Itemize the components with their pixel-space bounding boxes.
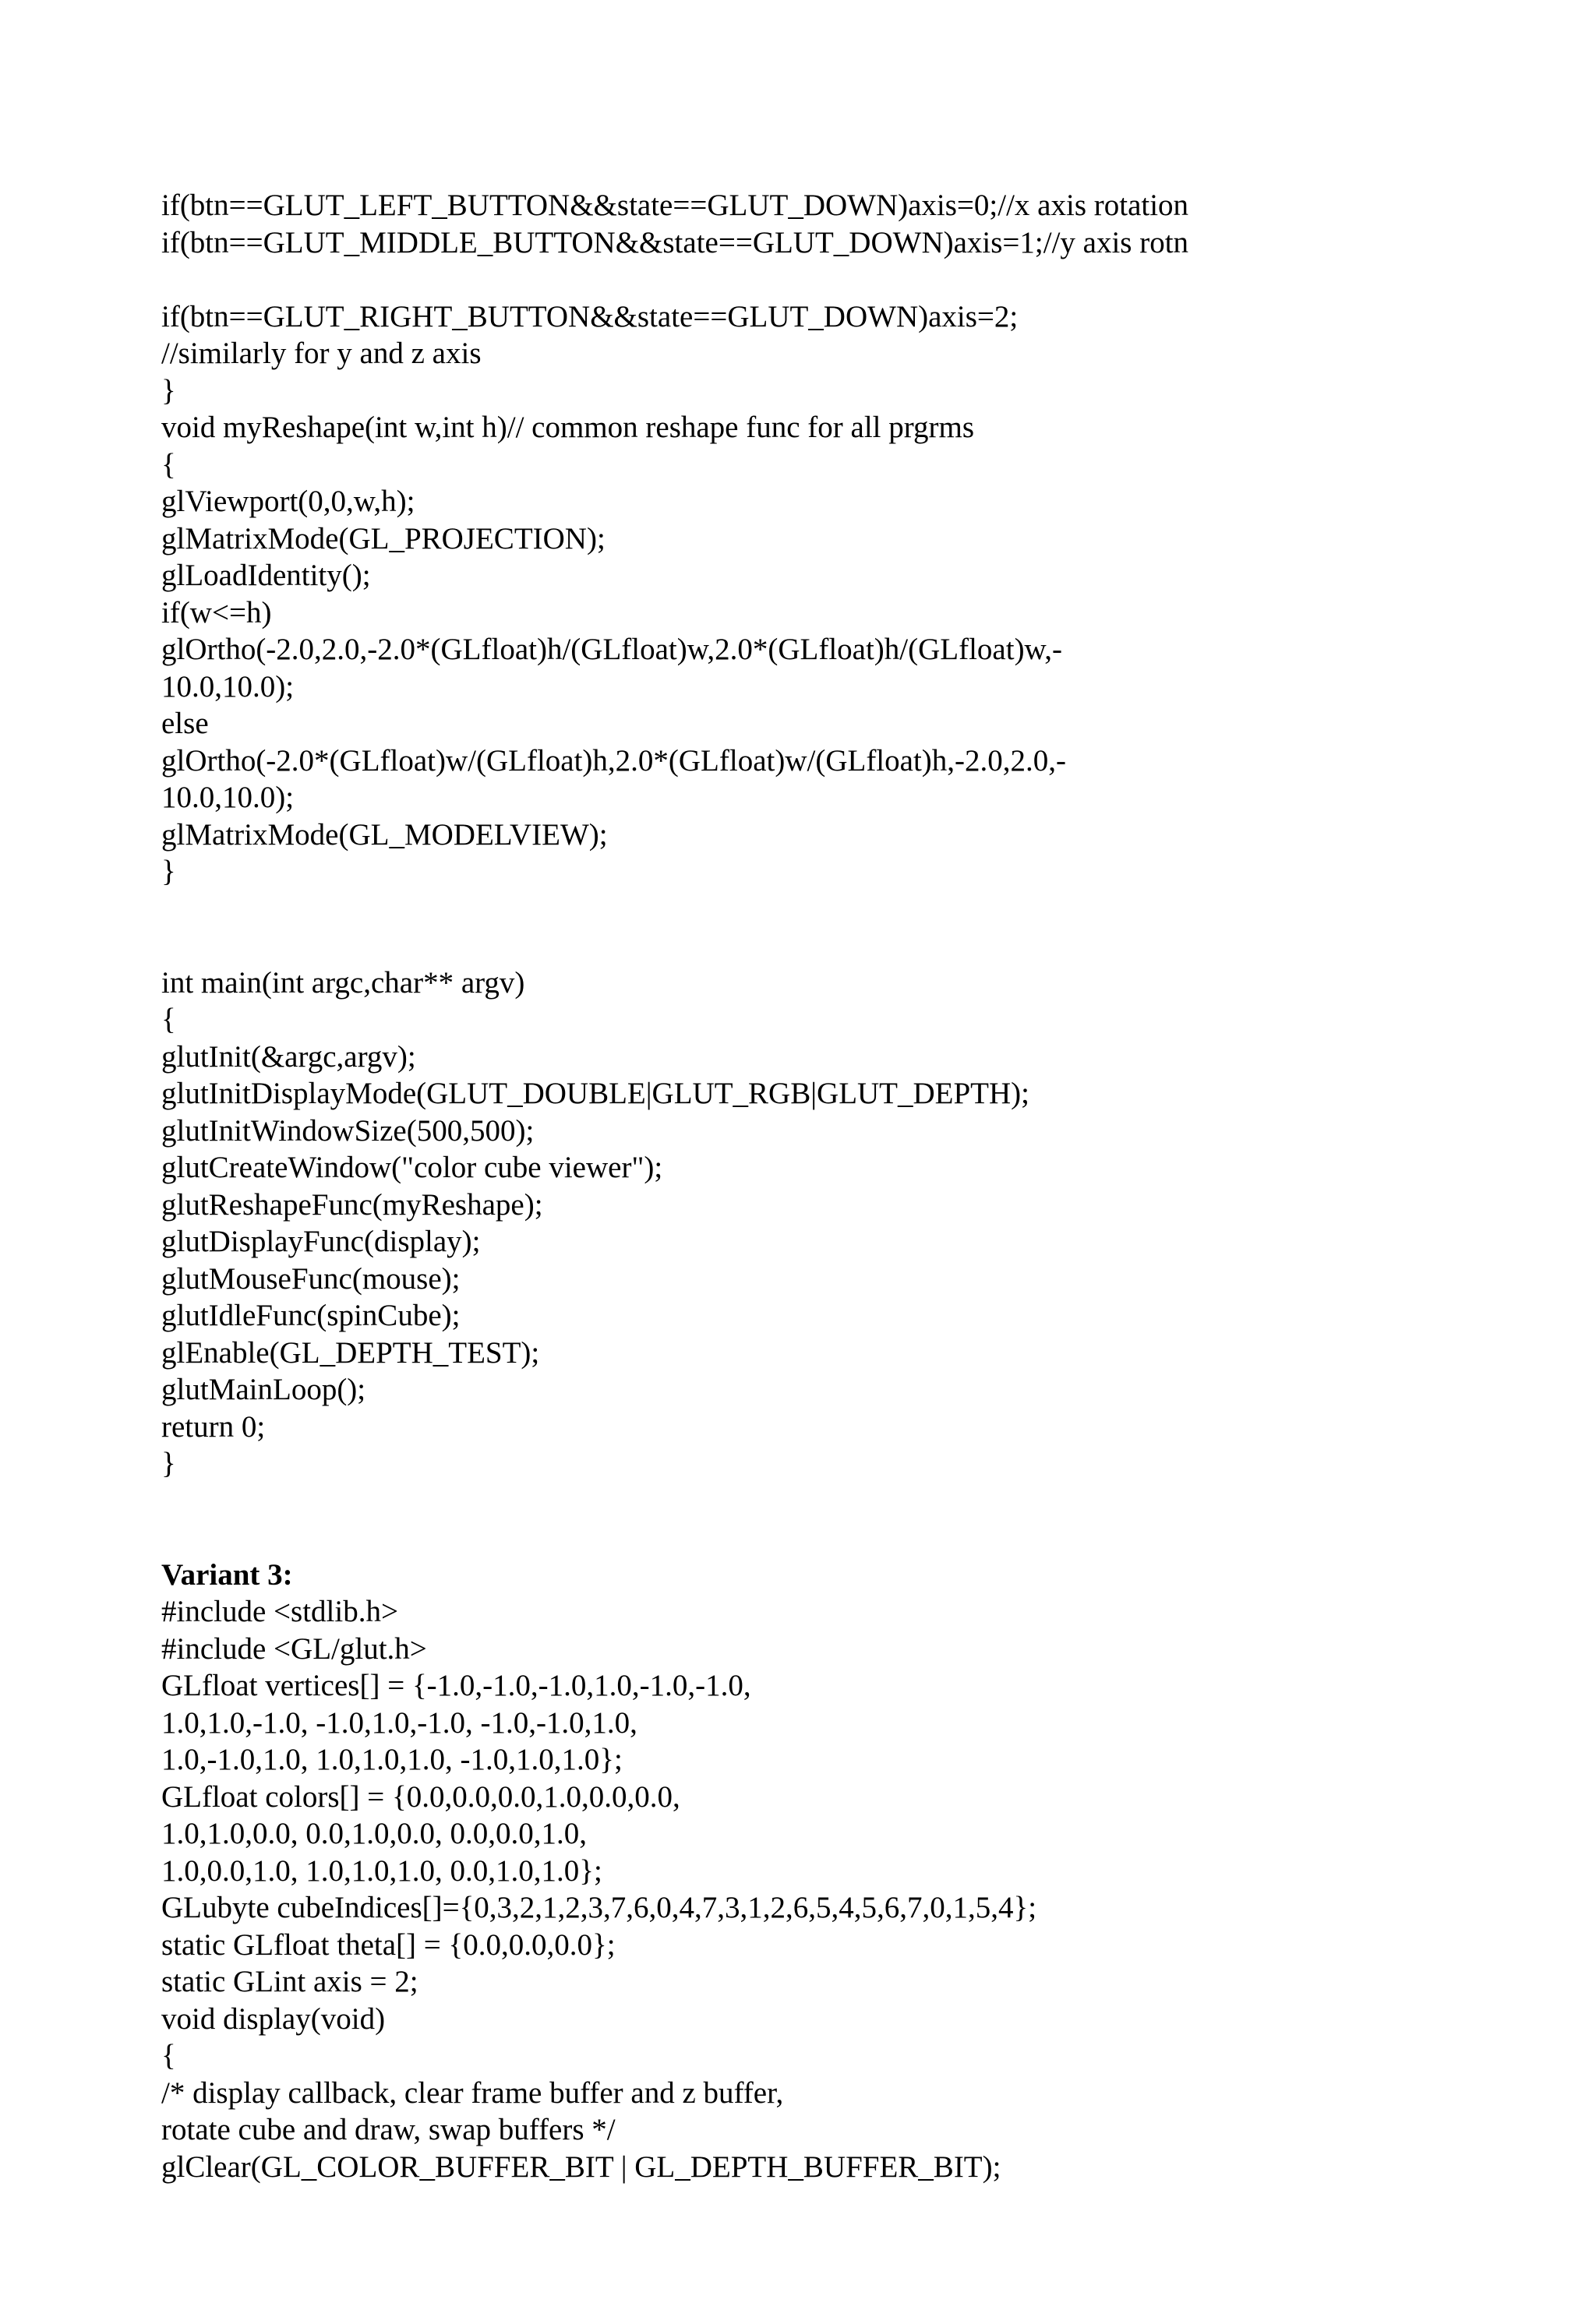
code-line: rotate cube and draw, swap buffers */ xyxy=(161,2113,616,2146)
code-line: static GLfloat theta[] = {0.0,0.0,0.0}; xyxy=(161,1927,616,1962)
code-line: void display(void) xyxy=(161,2001,386,2036)
code-line: int main(int argc,char** argv) xyxy=(161,965,525,1000)
code-line: return 0; xyxy=(161,1409,266,1444)
code-line: void myReshape(int w,int h)// common reshape func for all prgrms xyxy=(161,411,975,444)
code-line: { xyxy=(161,1003,176,1036)
blank-line xyxy=(161,890,1486,928)
code-line: /* display callback, clear frame buffer and z buffer, xyxy=(161,2075,784,2110)
code-line: glLoadIdentity(); xyxy=(161,559,371,592)
code-line: glClear(GL_COLOR_BUFFER_BIT | GL_DEPTH_BUFFER_BIT); xyxy=(161,2149,1001,2184)
code-line: glutMouseFunc(mouse); xyxy=(161,1261,461,1296)
code-line: glutDisplayFunc(display); xyxy=(161,1225,481,1258)
code-line: static GLint axis = 2; xyxy=(161,1965,418,1998)
section-heading: Variant 3: xyxy=(161,1557,293,1592)
code-line: glViewport(0,0,w,h); xyxy=(161,485,415,518)
code-line: GLfloat colors[] = {0.0,0.0,0.0,1.0,0.0,0.0, xyxy=(161,1779,680,1814)
blank-line xyxy=(161,927,1486,965)
code-listing xyxy=(161,187,1486,2185)
code-line: { xyxy=(161,2039,176,2072)
code-line: { xyxy=(161,447,176,481)
code-line: if(btn==GLUT_MIDDLE_BUTTON&&state==GLUT_DOWN)axis=1;//y axis rotn xyxy=(161,225,1189,259)
code-line: glutIdleFunc(spinCube); xyxy=(161,1299,461,1332)
code-line: glutReshapeFunc(myReshape); xyxy=(161,1187,543,1222)
blank-line xyxy=(161,261,1486,298)
code-line: glutInit(&argc,argv); xyxy=(161,1039,416,1074)
code-line: #include <GL/glut.h> xyxy=(161,1631,427,1666)
code-line: if(w<=h) xyxy=(161,595,272,629)
code-line: } xyxy=(161,855,176,888)
code-line: glMatrixMode(GL_MODELVIEW); xyxy=(161,817,608,852)
code-line: glOrtho(-2.0,2.0,-2.0*(GLfloat)h/(GLfloat)w,2.0*(GLfloat)h/(GLfloat)w,- xyxy=(161,633,1062,666)
code-line: 1.0,1.0,-1.0, -1.0,1.0,-1.0, -1.0,-1.0,1.0, xyxy=(161,1705,637,1740)
code-line: if(btn==GLUT_RIGHT_BUTTON&&state==GLUT_DOWN)axis=2; xyxy=(161,299,1019,333)
code-line: glEnable(GL_DEPTH_TEST); xyxy=(161,1335,540,1370)
code-line: 10.0,10.0); xyxy=(161,781,295,814)
code-line: } xyxy=(161,1447,176,1480)
code-line: 1.0,1.0,0.0, 0.0,1.0,0.0, 0.0,0.0,1.0, xyxy=(161,1817,587,1850)
code-line: //similarly for y and z axis xyxy=(161,337,482,370)
code-line: 1.0,0.0,1.0, 1.0,1.0,1.0, 0.0,1.0,1.0}; xyxy=(161,1853,602,1888)
code-line: } xyxy=(161,373,176,407)
code-line: GLubyte cubeIndices[]={0,3,2,1,2,3,7,6,0,4,7,3,1,2,6,5,4,5,6,7,0,1,5,4}; xyxy=(161,1891,1037,1924)
code-line: if(btn==GLUT_LEFT_BUTTON&&state==GLUT_DOWN)axis=0;//x axis rotation xyxy=(161,189,1189,222)
blank-line xyxy=(161,1483,1486,1520)
code-line: glOrtho(-2.0*(GLfloat)w/(GLfloat)h,2.0*(GLfloat)w/(GLfloat)h,-2.0,2.0,- xyxy=(161,743,1066,778)
code-line: glutInitDisplayMode(GLUT_DOUBLE|GLUT_RGB|GLUT_DEPTH); xyxy=(161,1077,1029,1110)
code-line: glutCreateWindow("color cube viewer"); xyxy=(161,1151,663,1184)
blank-line xyxy=(161,1519,1486,1557)
code-line: glutInitWindowSize(500,500); xyxy=(161,1113,535,1148)
code-line: glMatrixMode(GL_PROJECTION); xyxy=(161,521,606,555)
code-line: 10.0,10.0); xyxy=(161,669,295,704)
code-line: glutMainLoop(); xyxy=(161,1373,366,1406)
code-line: 1.0,-1.0,1.0, 1.0,1.0,1.0, -1.0,1.0,1.0}; xyxy=(161,1743,623,1776)
code-line: #include <stdlib.h> xyxy=(161,1595,398,1628)
code-line: GLfloat vertices[] = {-1.0,-1.0,-1.0,1.0,-1.0,-1.0, xyxy=(161,1669,751,1702)
code-line: else xyxy=(161,707,209,740)
